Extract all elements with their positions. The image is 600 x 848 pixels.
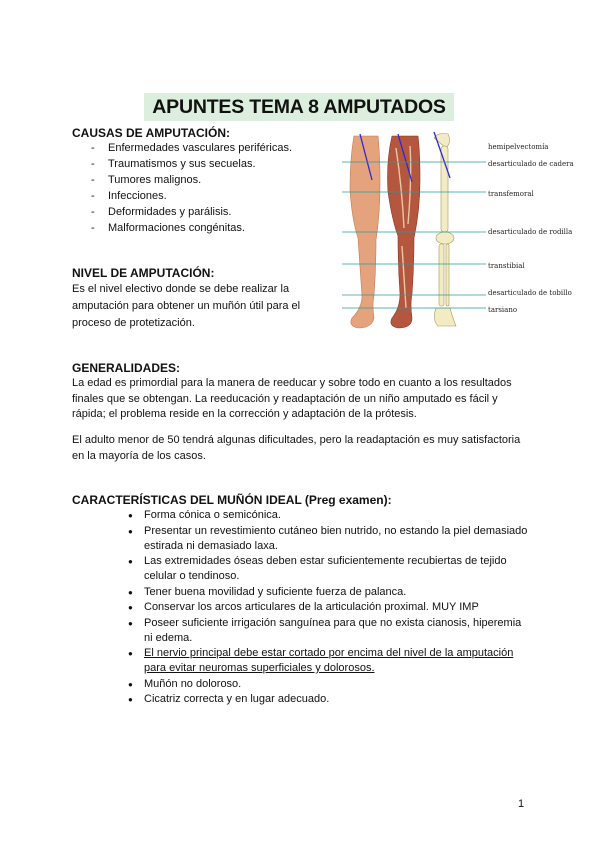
list-item: ● Presentar un revestimiento cutáneo bien nutrido, no estando la piel demasiado estirada ni demasiado laxa.: [128, 524, 528, 554]
list-item: ● Conservar los arcos articulares de la articulación proximal. MUY IMP: [128, 600, 528, 615]
page-title: APUNTES TEMA 8 AMPUTADOS: [144, 93, 454, 121]
list-item: - Deformidades y parálisis.: [91, 204, 292, 220]
text-line: amputación para obtener un muñón útil para el: [72, 300, 301, 312]
caracteristicas-list: [128, 508, 528, 708]
level-label: hemipelvectomía: [488, 143, 549, 151]
list-item: ● Cicatriz correcta y en lugar adecuado.: [128, 692, 528, 707]
generalidades-paragraph-2: [72, 433, 520, 464]
causas-list: [91, 140, 292, 236]
caracteristicas-heading: CARACTERÍSTICAS DEL MUÑÓN IDEAL (Preg examen):: [72, 493, 392, 507]
list-item: - Tumores malignos.: [91, 172, 292, 188]
text-line: Es el nivel electivo donde se debe realizar la: [72, 283, 290, 295]
level-label: transtibial: [488, 262, 525, 270]
list-item: - Traumatismos y sus secuelas.: [91, 156, 292, 172]
list-item: - Malformaciones congénitas.: [91, 220, 292, 236]
text-line: proceso de protetización.: [72, 317, 195, 329]
level-label: desarticulado de tobillo: [488, 289, 572, 297]
list-item: ● Muñón no doloroso.: [128, 677, 528, 692]
list-item: ● Tener buena movilidad y suficiente fuerza de palanca.: [128, 585, 528, 600]
list-item: - Enfermedades vasculares periféricas.: [91, 140, 292, 156]
page-number: 1: [518, 798, 525, 810]
generalidades-paragraph-1: [72, 376, 512, 423]
level-label: transfemoral: [488, 190, 534, 198]
text-line: rápida; el problema reside en la corrección y adaptación de la prótesis.: [72, 408, 417, 420]
nivel-heading: NIVEL DE AMPUTACIÓN:: [72, 266, 215, 280]
list-item: ● Las extremidades óseas deben estar suficientemente recubiertas de tejido celular o tendinoso.: [128, 554, 528, 584]
level-label: desarticulado de rodilla: [488, 228, 573, 236]
amputation-levels-figure: [338, 128, 578, 333]
generalidades-heading: GENERALIDADES:: [72, 361, 181, 375]
list-item-underlined: ● El nervio principal debe estar cortado por encima del nivel de la amputación para evitar neuromas superficiales y dolorosos.: [128, 646, 528, 676]
causas-heading: CAUSAS DE AMPUTACIÓN:: [72, 126, 230, 140]
list-item: - Infecciones.: [91, 188, 292, 204]
text-line: en la mayoría de los casos.: [72, 449, 206, 462]
list-item: ● Forma cónica o semicónica.: [128, 508, 528, 523]
text-line: finales que se obtengan. La reeducación y readaptación de un niño amputado es fácil y: [72, 392, 498, 405]
level-label: tarsiano: [488, 306, 518, 314]
list-item: ● Poseer suficiente irrigación sanguínea para que no exista cianosis, hiperemia ni edema.: [128, 616, 528, 646]
text-line: La edad es primordial para la manera de reeducar y sobre todo en cuanto a los resultados: [72, 377, 512, 389]
level-label: desarticulado de cadera: [488, 160, 574, 168]
nivel-paragraph: [72, 281, 300, 332]
text-line: El adulto menor de 50 tendrá algunas dificultades, pero la readaptación es muy satisfactoria: [72, 434, 521, 446]
